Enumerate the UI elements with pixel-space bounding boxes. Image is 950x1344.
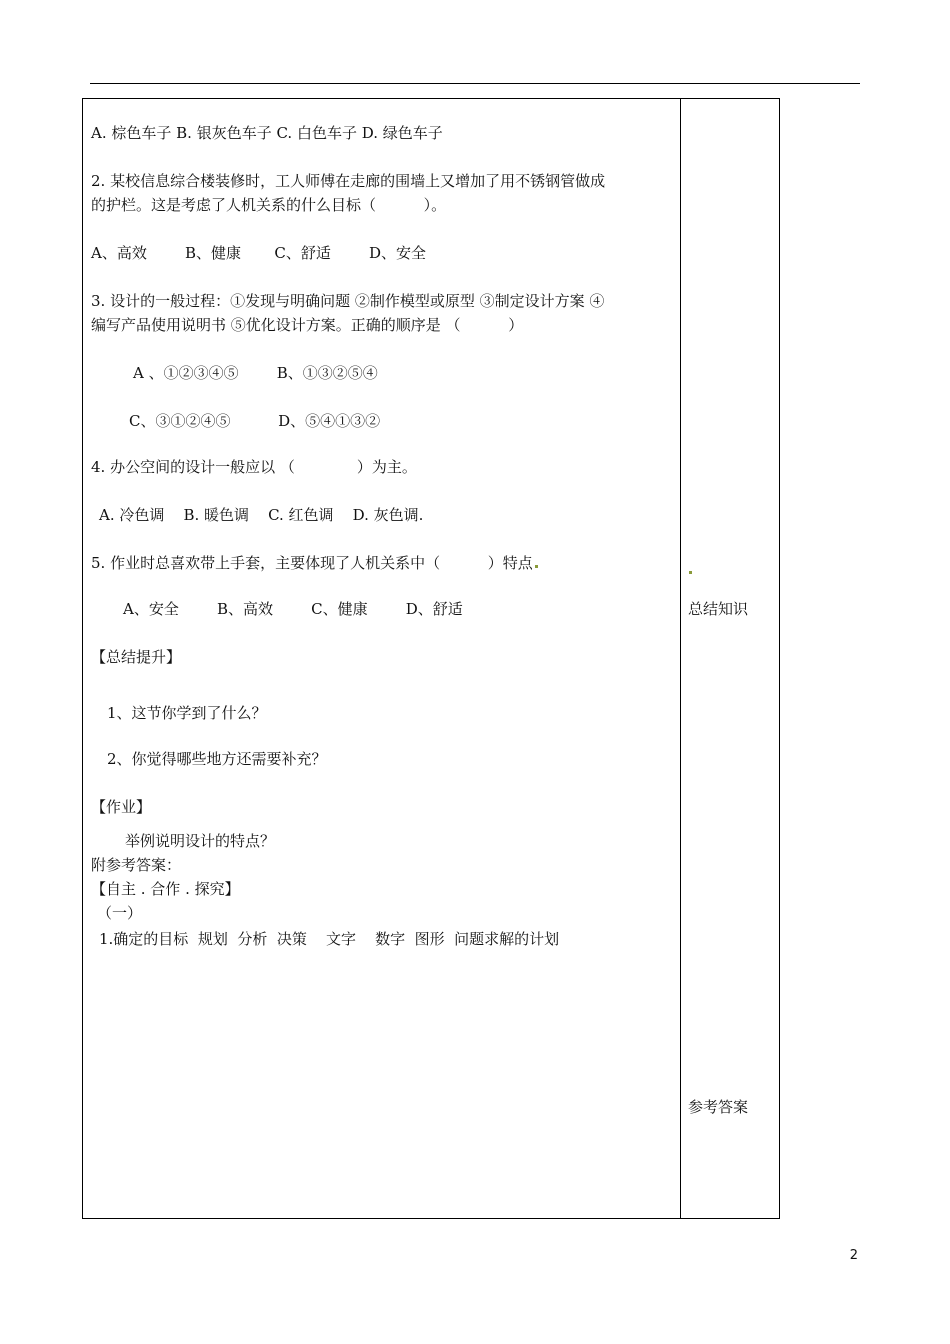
q4-options: A. 冷色调 B. 暖色调 C. 红色调 D. 灰色调. — [99, 506, 424, 524]
answers-heading: 附参考答案： — [91, 856, 182, 874]
header-rule — [90, 83, 860, 84]
answers-section-title: 【自主 . 合作 . 探究】 — [91, 880, 240, 898]
content-table — [82, 98, 780, 1219]
homework-task: 举例说明设计的特点？ — [125, 832, 276, 850]
q5-options: A、安全 B、高效 C、健康 D、舒适 — [123, 600, 463, 618]
section-summary-heading: 【总结提升】 — [91, 648, 182, 666]
summary-q1: 1、这节你学到了什么？ — [107, 704, 267, 722]
side-note-answers: 参考答案 — [688, 1098, 749, 1116]
q2-stem-line1: 2. 某校信息综合楼装修时，工人师傅在走廊的围墙上又增加了用不锈钢管做成 — [91, 172, 606, 190]
q2-stem-line2: 的护栏。这是考虑了人机关系的什么目标（ ）。 — [91, 196, 447, 214]
answers-item-1: 1.确定的目标 规划 分析 决策 文字 数字 图形 问题求解的计划 — [99, 930, 560, 948]
marker-dot — [535, 565, 538, 568]
q2-options: A、高效 B、健康 C、舒适 D、安全 — [91, 244, 427, 262]
page-number: 2 — [849, 1248, 858, 1263]
summary-q2: 2、你觉得哪些地方还需要补充？ — [107, 750, 327, 768]
q3-options-ab: A 、①②③④⑤ B、①③②⑤④ — [133, 364, 378, 382]
side-note-summary: 总结知识 — [688, 600, 749, 618]
q4-stem: 4. 办公空间的设计一般应以 （ ）为主。 — [91, 458, 417, 476]
q5-stem: 5. 作业时总喜欢带上手套，主要体现了人机关系中（ ）特点 — [91, 554, 533, 572]
q3-options-cd: C、③①②④⑤ D、⑤④①③② — [129, 412, 381, 430]
answers-part-one: （一） — [97, 904, 143, 922]
section-homework-heading: 【作业】 — [91, 798, 152, 816]
q1-options: A. 棕色车子 B. 银灰色车子 C. 白色车子 D. 绿色车子 — [91, 124, 443, 142]
q3-stem-line1: 3. 设计的一般过程：①发现与明确问题 ②制作模型或原型 ③制定设计方案 ④ — [91, 292, 605, 310]
q3-stem-line2: 编写产品使用说明书 ⑤优化设计方案。正确的顺序是 （ ） — [91, 316, 524, 334]
side-marker-dot — [689, 571, 692, 574]
column-divider — [680, 99, 681, 1218]
